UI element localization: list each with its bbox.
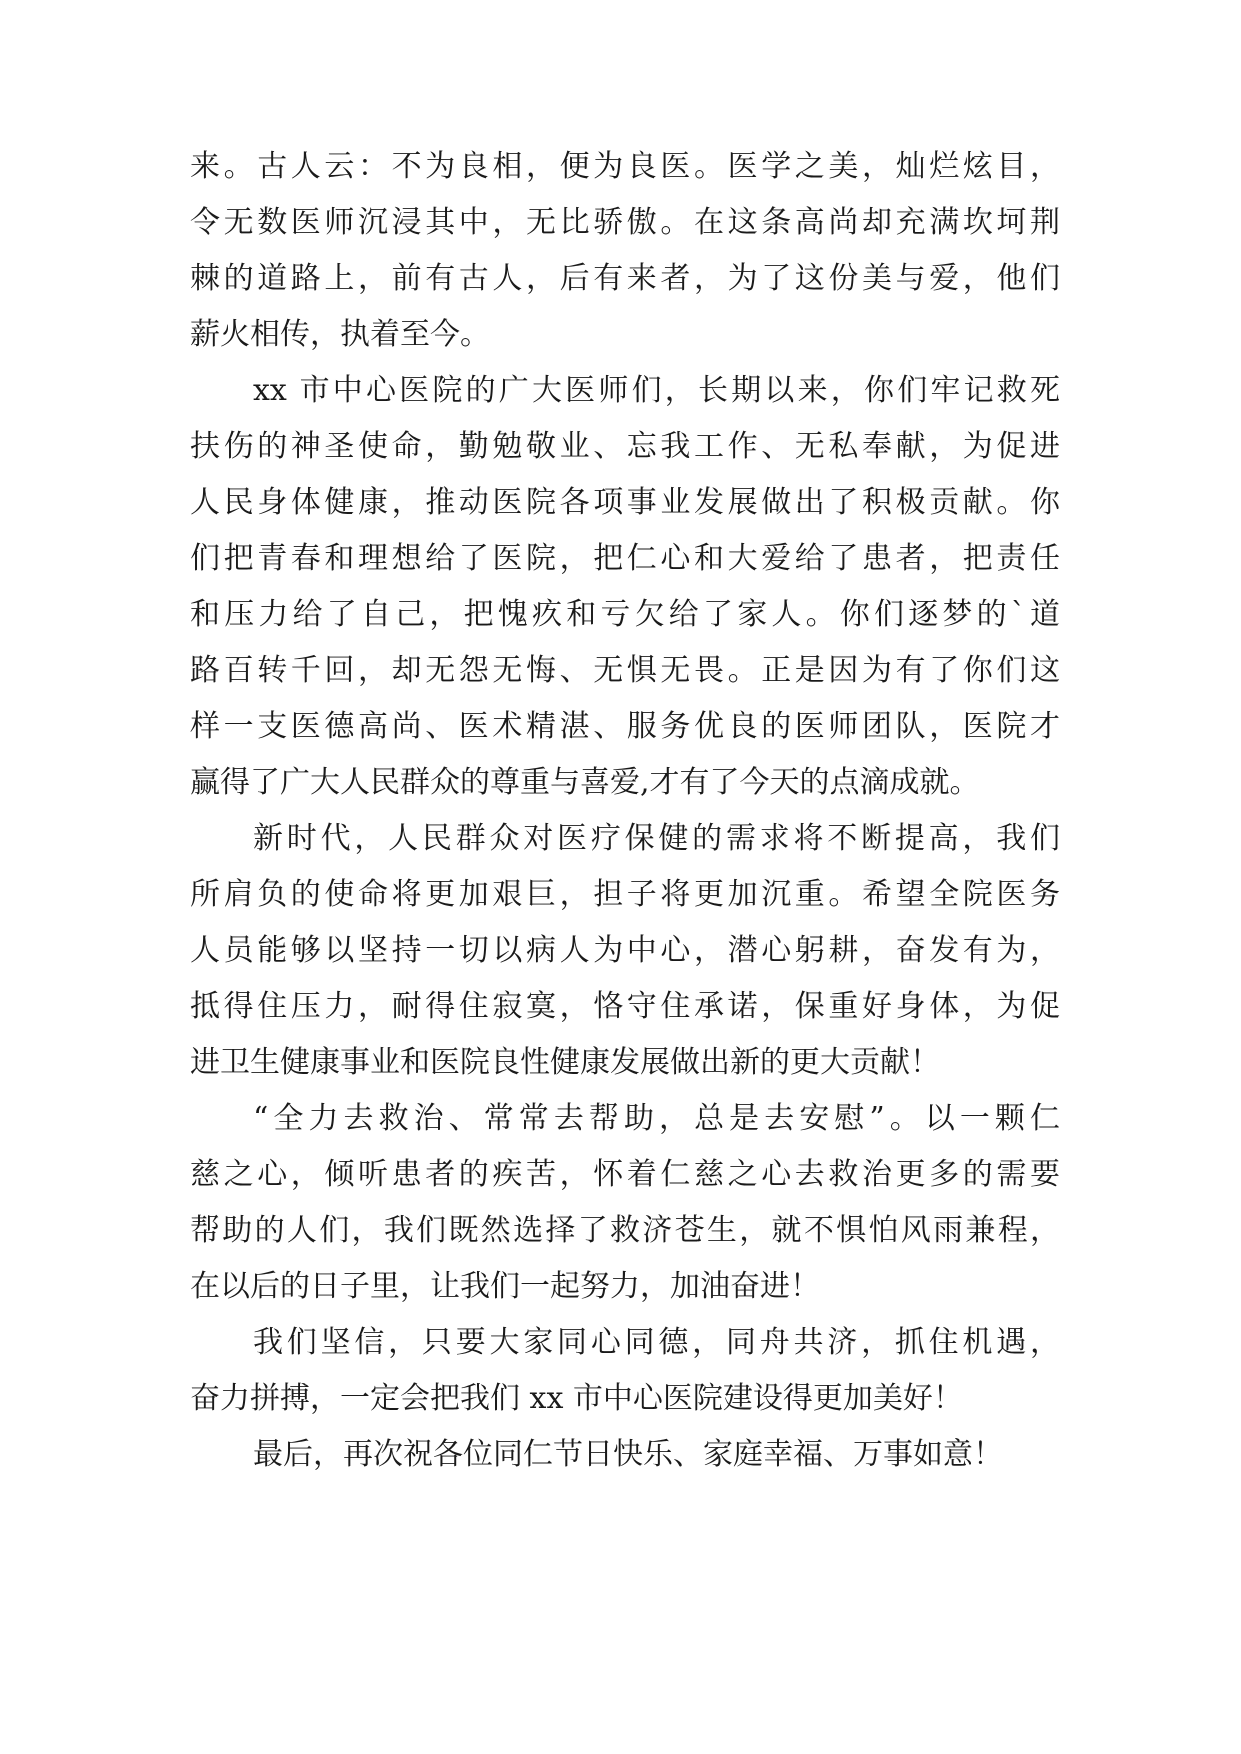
text-line: 我们坚信，只要大家同心同德，同舟共济，抓住机遇，: [253, 1325, 1060, 1360]
text-line: 和压力给了自己，把愧疚和亏欠给了家人。你们逐梦的`道: [190, 597, 1060, 632]
text-line: 在以后的日子里，让我们一起努力，加油奋进！: [190, 1269, 820, 1304]
text-line: xx 市中心医院的广大医师们，长期以来，你们牢记救死: [253, 373, 1060, 408]
text-line: 进卫生健康事业和医院良性健康发展做出新的更大贡献！: [190, 1045, 940, 1080]
text-line: 令无数医师沉浸其中，无比骄傲。在这条高尚却充满坎坷荆: [190, 205, 1060, 240]
text-line: 所肩负的使命将更加艰巨，担子将更加沉重。希望全院医务: [190, 877, 1060, 912]
text-line: 们把青春和理想给了医院，把仁心和大爱给了患者，把责任: [190, 541, 1060, 576]
text-line: 抵得住压力，耐得住寂寞，恪守住承诺，保重好身体，为促: [190, 989, 1060, 1024]
text-line: 路百转千回，却无怨无悔、无惧无畏。正是因为有了你们这: [190, 653, 1060, 688]
text-line: 样一支医德高尚、医术精湛、服务优良的医师团队，医院才: [190, 709, 1060, 744]
text-line: “全力去救治、常常去帮助，总是去安慰”。以一颗仁: [253, 1101, 1060, 1136]
text-line: 帮助的人们，我们既然选择了救济苍生，就不惧怕风雨兼程，: [190, 1213, 1060, 1248]
text-line: 慈之心，倾听患者的疾苦，怀着仁慈之心去救治更多的需要: [190, 1157, 1060, 1192]
text-line: 新时代，人民群众对医疗保健的需求将不断提高，我们: [253, 821, 1060, 856]
text-line: 薪火相传，执着至今。: [190, 317, 490, 352]
text-line: 来。古人云：不为良相，便为良医。医学之美，灿烂炫目，: [190, 149, 1060, 184]
text-line: 奋力拼搏，一定会把我们 xx 市中心医院建设得更加美好！: [190, 1381, 963, 1416]
text-line: 人民身体健康，推动医院各项事业发展做出了积极贡献。你: [190, 485, 1060, 520]
text-line: 人员能够以坚持一切以病人为中心，潜心躬耕，奋发有为，: [190, 933, 1060, 968]
text-line: 棘的道路上，前有古人，后有来者，为了这份美与爱，他们: [190, 261, 1060, 296]
text-line: 赢得了广大人民群众的尊重与喜爱,才有了今天的点滴成就。: [190, 765, 980, 800]
text-line: 最后，再次祝各位同仁节日快乐、家庭幸福、万事如意！: [253, 1437, 1003, 1472]
text-line: 扶伤的神圣使命，勤勉敬业、忘我工作、无私奉献，为促进: [190, 429, 1060, 464]
